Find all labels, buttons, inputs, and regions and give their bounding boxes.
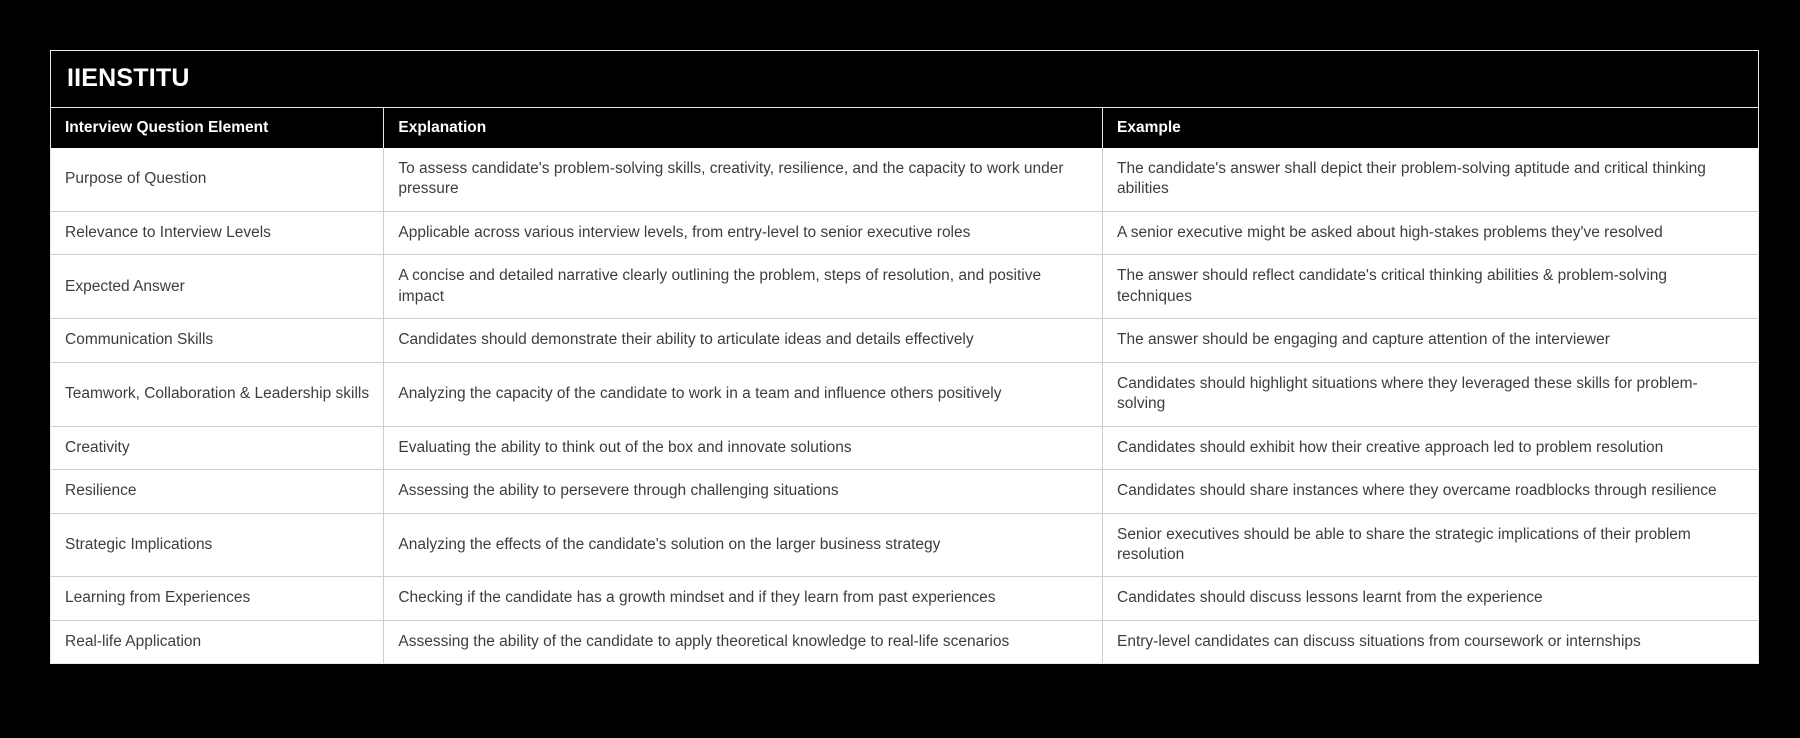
cell-explanation: Checking if the candidate has a growth mindset and if they learn from past experiences [384, 577, 1103, 620]
brand-title: IIENSTITU [51, 51, 1758, 108]
cell-explanation: Candidates should demonstrate their ability to articulate ideas and details effectively [384, 319, 1103, 362]
cell-element: Resilience [51, 470, 384, 513]
cell-example: The candidate's answer shall depict their problem-solving aptitude and critical thinking abilities [1103, 148, 1759, 211]
cell-element: Expected Answer [51, 255, 384, 319]
cell-explanation: Analyzing the effects of the candidate's solution on the larger business strategy [384, 513, 1103, 577]
table-card [50, 50, 1759, 664]
cell-element: Strategic Implications [51, 513, 384, 577]
table-row [51, 211, 1758, 254]
cell-element: Purpose of Question [51, 148, 384, 211]
header-row [51, 108, 1758, 148]
interview-question-table [51, 108, 1758, 663]
cell-example: Candidates should exhibit how their creative approach led to problem resolution [1103, 426, 1759, 469]
table-row [51, 620, 1758, 663]
cell-example: Entry-level candidates can discuss situations from coursework or internships [1117, 632, 1641, 650]
cell-explanation: To assess candidate's problem-solving skills, creativity, resilience, and the capacity to work under pressure [384, 148, 1103, 211]
table-row [51, 513, 1758, 577]
column-header-element: Interview Question Element [51, 108, 384, 148]
column-header-explanation: Explanation [384, 108, 1103, 148]
cell-example: Candidates should share instances where they overcame roadblocks through resilience [1103, 470, 1759, 513]
cell-explanation: Assessing the ability of the candidate to apply theoretical knowledge to real-life scenarios [384, 620, 1103, 663]
cell-element: Learning from Experiences [51, 577, 384, 620]
cell-element: Relevance to Interview Levels [51, 211, 384, 254]
cell-example: Senior executives should be able to share the strategic implications of their problem resolution [1103, 513, 1759, 577]
cell-explanation: A concise and detailed narrative clearly outlining the problem, steps of resolution, and positive impact [384, 255, 1103, 319]
cell-example: A senior executive might be asked about high-stakes problems they've resolved [1103, 211, 1759, 254]
cell-example: Candidates should highlight situations where they leveraged these skills for problem-solving [1103, 362, 1759, 426]
cell-explanation: Applicable across various interview levels, from entry-level to senior executive roles [384, 211, 1103, 254]
cell-example: The answer should reflect candidate's critical thinking abilities & problem-solving techniques [1103, 255, 1759, 319]
table-row [51, 426, 1758, 469]
table-header [51, 108, 1758, 148]
cell-explanation: Evaluating the ability to think out of the box and innovate solutions [384, 426, 1103, 469]
cell-explanation: Assessing the ability to persevere through challenging situations [384, 470, 1103, 513]
table-body [51, 148, 1758, 663]
cell-element: Teamwork, Collaboration & Leadership skills [51, 362, 384, 426]
table-row [51, 255, 1758, 319]
table-row [51, 577, 1758, 620]
cell-example: The answer should be engaging and capture attention of the interviewer [1103, 319, 1759, 362]
table-row [51, 470, 1758, 513]
cell-example: Candidates should discuss lessons learnt from the experience [1103, 577, 1759, 620]
cell-element: Real-life Application [51, 620, 384, 663]
column-header-example: Example [1103, 108, 1759, 148]
cell-element: Communication Skills [51, 319, 384, 362]
table-row [51, 319, 1758, 362]
cell-element: Creativity [51, 426, 384, 469]
table-row [51, 148, 1758, 211]
cell-explanation: Analyzing the capacity of the candidate to work in a team and influence others positively [384, 362, 1103, 426]
table-row [51, 362, 1758, 426]
